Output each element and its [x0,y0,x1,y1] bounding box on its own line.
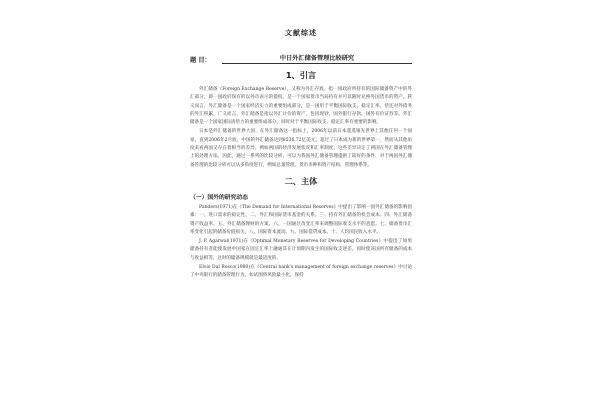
subsection-heading: （一）国外的研究动态 [190,194,248,201]
title-label: 题 目： [190,57,211,64]
document-body [190,28,412,282]
paragraph: J. P. Agarwal(1971)在《Optimal Monetary Reserves for Developing Countries》中提出了如果储备持有者能使发展中国家在固定汇率上融通其在计划期内发生的国际收支逆差，同时使该国所有储备的成本与收益相等，这时的储备规模就是最适度的。 [190,239,412,261]
section-heading-main: 二、主体 [284,175,318,186]
paragraph: 外汇储备（Foreign Exchange Reserve），又称为外汇存底。指一国政府所持有的国际储备资产中的外汇部分，即一国政府保有的以外币表示的债权，是一个国家货币当局持有并可以随时兑换外国货币的资产。狭义而言，外汇储备是一个国家经济实力的重要组成部分，是一国用于平衡国际收支、稳定汇率、偿还对外债务的外汇积累。广义而言，外汇储备是指以外汇计价的资产，包括现钞、国外银行存款、国外有价证券等。外汇储备是一个国家国际清偿力的重要组成部分，同时对于平衡国际收支、稳定汇率有重要的影响。 [190,87,412,126]
title-text: 中日外汇储备管理比较研究 [222,53,412,64]
paragraph: 日本是外汇储备的世界大国，在外汇储备这一指标上，2006年以前日本遥遥领先世界上其他任何一个国家，直到2006年2月底，中国的外汇储备达到8536.72亿美元，超过了日本成为新的世界第一，然而从其他角度来看两国又存在着相当的差异。例如两国的经济发展状况和汇率制度，这些差异决定了两国在外汇储备管理上的处理方法，因此，通过一系列的比较分析，可以为我国外汇储备管理提供了较好的条件，对于两国外汇储备管理的比较分析可以从多角度进行，例如总量管理、货币币种和资产结构、管理体系等。 [190,129,412,168]
section-heading-introduction: 1、引言 [285,70,317,80]
paragraph: Panders(1971)在《The Demand for International Reserves》中提出了影响一国外汇储备的影响因素：一、进口需求的稳定性。二、外汇和国际货币基金的关系。三、持有外汇储备的机会成本。四、外汇储备资产收益率。五、外汇储备理财的方案。六、一国通过改变汇率来调整国际收支水平的意愿。七、储备货币汇率变化引起的储备价值损失。八、国际资本流动。九、国际借贷成本。十、人均国民收入水平。 [190,204,412,235]
paragraph: Elvio Dal Bosco(1980)在《Central bank's management of foreign exchange reserves》中讨论了中央银行的储备管理行为。如试图将风险最小化，保持 [190,265,412,279]
document-header: 文献综述 [285,28,317,37]
title-row [190,53,412,64]
